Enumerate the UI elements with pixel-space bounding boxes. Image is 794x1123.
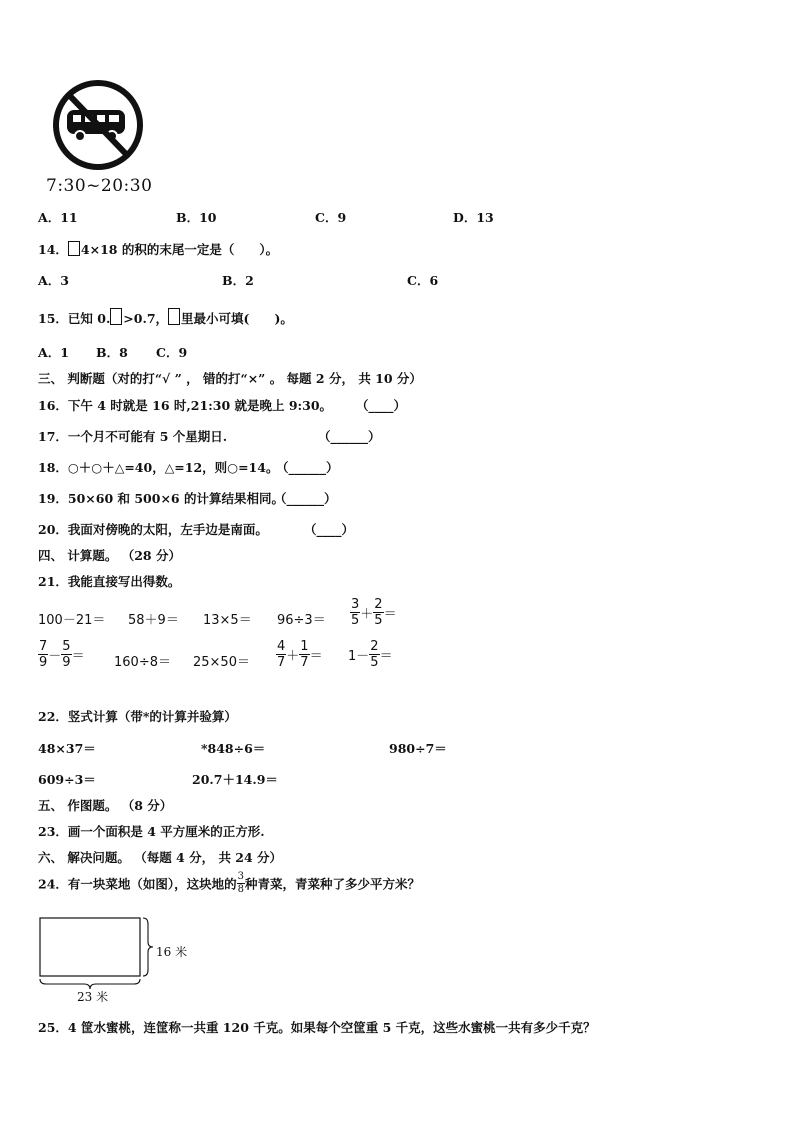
q15-option-b[interactable]: B．8 — [96, 345, 128, 360]
q15-option-a[interactable]: A．1 — [38, 345, 69, 360]
height-label: 16 米 — [156, 945, 188, 959]
q20-text: 20．我面对傍晚的太阳，左手边是南面。 — [38, 522, 268, 537]
numerator: 4 — [277, 639, 286, 654]
q22-title: 22．竖式计算（带*的计算并验算） — [38, 709, 237, 724]
equals: ＝ — [71, 649, 85, 664]
q13-option-b[interactable]: B．10 — [176, 210, 217, 225]
q17-answer-blank[interactable]: （______） — [318, 429, 381, 444]
q14-option-b[interactable]: B．2 — [222, 273, 254, 288]
prefix: 1－ — [348, 649, 370, 664]
fraction-expression — [38, 640, 85, 669]
width-label: 23 米 — [77, 990, 109, 1004]
denominator: 7 — [300, 655, 309, 670]
q25-text: 25．4 筐水蜜桃，连筐称一共重 120 千克。如果每个空筐重 5 千克，这些水蜜桃一共有多少千克？ — [38, 1020, 596, 1035]
numerator: 7 — [39, 639, 48, 654]
denominator: 7 — [277, 655, 286, 670]
numerator: 2 — [374, 597, 383, 612]
no-bus-sign-icon — [50, 78, 146, 172]
section-5-title: 五、 作图题。 （8 分） — [38, 798, 173, 813]
blank-box — [168, 308, 180, 325]
denominator: 5 — [374, 613, 383, 628]
denominator: 9 — [62, 655, 71, 670]
operator: ＋ — [360, 607, 374, 622]
calc-item: 100－21＝ — [38, 613, 106, 628]
numerator: 3 — [237, 871, 245, 882]
denominator: 5 — [351, 613, 360, 628]
q13-option-a[interactable]: A．11 — [38, 210, 78, 225]
field-rectangle — [40, 918, 140, 976]
vertical-calc-item: 20.7＋14.9＝ — [192, 772, 278, 787]
q14-option-c[interactable]: C．6 — [407, 273, 439, 288]
denominator: 8 — [237, 884, 245, 895]
q14-text: 4×18 的积的末尾一定是（ ）。 — [80, 242, 279, 257]
q15-question — [38, 308, 293, 327]
denominator: 9 — [39, 655, 48, 670]
fraction-expression — [348, 640, 393, 669]
q14-question — [38, 240, 278, 258]
q24-text-end: 种青菜，青菜种了多少平方米？ — [245, 876, 421, 892]
vertical-calc-item: 609÷3＝ — [38, 772, 96, 787]
q14-option-a[interactable]: A．3 — [38, 273, 69, 288]
q23-text: 23．画一个面积是 4 平方厘米的正方形. — [38, 824, 265, 839]
vertical-calc-item: 48×37＝ — [38, 741, 96, 756]
vertical-calc-item: *848÷6＝ — [201, 741, 266, 756]
q13-option-c[interactable]: C．9 — [315, 210, 347, 225]
q15-mid: >0.7， — [123, 311, 169, 326]
q19-answer-blank[interactable]: （______） — [274, 491, 337, 506]
fraction-expression — [350, 598, 397, 627]
q20-answer-blank[interactable]: （____） — [304, 522, 355, 537]
q19-text: 19．50×60 和 500×6 的计算结果相同。 — [38, 491, 284, 506]
numerator: 1 — [300, 639, 309, 654]
q16-answer-blank[interactable]: （____） — [356, 398, 407, 413]
equals: ＝ — [309, 649, 323, 664]
denominator: 5 — [370, 655, 379, 670]
calc-item: 25×50＝ — [193, 655, 250, 670]
q15-option-c[interactable]: C．9 — [156, 345, 188, 360]
q13-option-d[interactable]: D．13 — [453, 210, 494, 225]
fraction-expression — [276, 640, 323, 669]
vertical-calc-item: 980÷7＝ — [389, 741, 447, 756]
operator: － — [48, 649, 62, 664]
q17-text: 17．一个月不可能有 5 个星期日. — [38, 429, 228, 444]
blank-box — [68, 241, 80, 256]
q15-start: 15．已知 0. — [38, 311, 111, 326]
equals: ＝ — [379, 649, 393, 664]
calc-item: 160÷8＝ — [114, 655, 171, 670]
calc-item: 96÷3＝ — [277, 613, 326, 628]
height-brace — [143, 918, 153, 976]
q14-number: 14． — [38, 242, 68, 257]
numerator: 2 — [370, 639, 379, 654]
q21-title: 21．我能直接写出得数。 — [38, 574, 181, 589]
operator: ＋ — [286, 649, 300, 664]
numerator: 5 — [62, 639, 71, 654]
q24-question — [38, 872, 420, 895]
section-3-title: 三、 判断题（对的打“√ ” ， 错的打“×” 。 每题 2 分， 共 10 分） — [38, 371, 422, 386]
calc-item: 58＋9＝ — [128, 613, 179, 628]
q18-text: 18．○＋○＋△=40，△=12，则○=14。 — [38, 460, 279, 475]
numerator: 3 — [351, 597, 360, 612]
section-4-title: 四、 计算题。 （28 分） — [38, 548, 181, 563]
blank-box — [110, 308, 122, 325]
q18-answer-blank[interactable]: （______） — [276, 460, 339, 475]
section-6-title: 六、 解决问题。 （每题 4 分， 共 24 分） — [38, 850, 283, 865]
calc-item: 13×5＝ — [203, 613, 252, 628]
sign-caption: 7:30~20:30 — [46, 176, 153, 196]
equals: ＝ — [383, 607, 397, 622]
q15-end: 里最小可填( )。 — [181, 311, 293, 326]
q16-text: 16．下午 4 时就是 16 时,21:30 就是晚上 9:30。 — [38, 398, 333, 413]
q24-text-start: 24．有一块菜地（如图），这块地的 — [38, 876, 237, 892]
